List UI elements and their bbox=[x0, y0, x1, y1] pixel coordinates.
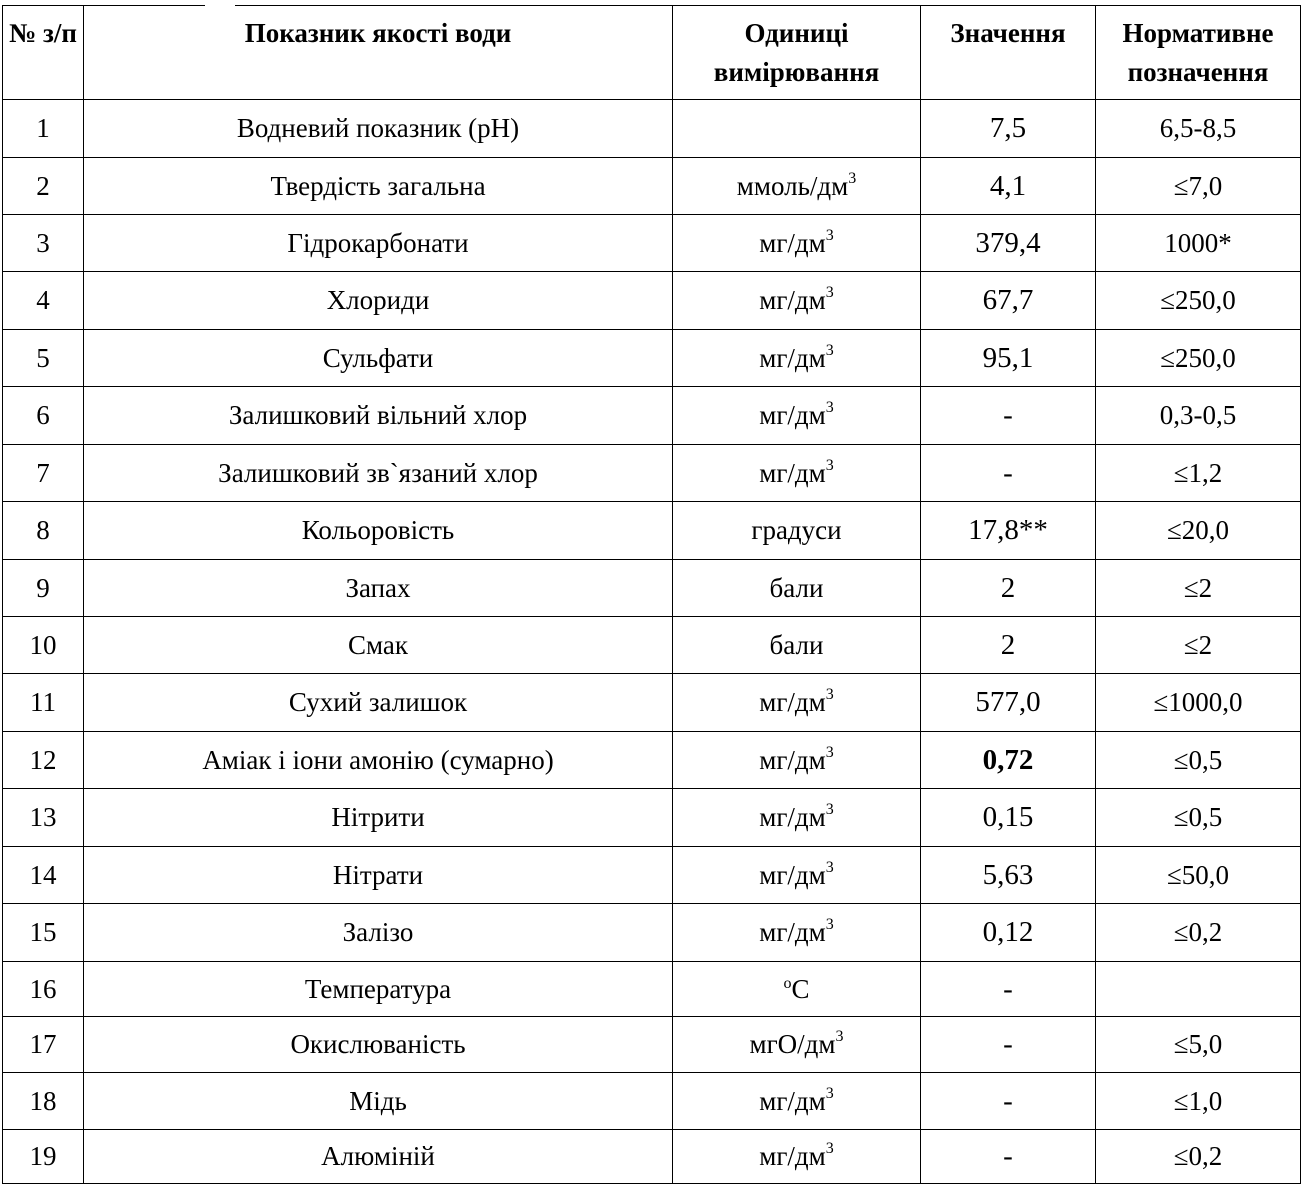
cell-unit bbox=[673, 387, 921, 445]
cell-unit bbox=[673, 100, 921, 158]
cell-indicator: Залишковий зв`язаний хлор bbox=[84, 445, 673, 502]
table-row bbox=[3, 1130, 1301, 1184]
unit-text: ммоль/дм bbox=[736, 170, 849, 201]
unit-superscript: 3 bbox=[825, 399, 834, 417]
cell-num: 6 bbox=[3, 387, 84, 445]
cell-value: 5,63 bbox=[921, 847, 1096, 904]
table-row bbox=[3, 272, 1301, 330]
cell-num: 4 bbox=[3, 272, 84, 330]
header-value: Значення bbox=[921, 6, 1096, 100]
cell-norm: ≤50,0 bbox=[1096, 847, 1301, 904]
unit-text: мг/дм bbox=[759, 802, 826, 833]
cell-unit bbox=[673, 445, 921, 502]
cell-unit bbox=[673, 158, 921, 215]
cell-norm: ≤0,2 bbox=[1096, 904, 1301, 962]
cell-num: 17 bbox=[3, 1017, 84, 1073]
unit-text: мг/дм bbox=[759, 342, 826, 373]
cell-unit bbox=[673, 1017, 921, 1073]
cell-indicator: Хлориди bbox=[84, 272, 673, 330]
unit-text: мг/дм bbox=[759, 457, 826, 488]
cell-norm: ≤2 bbox=[1096, 617, 1301, 674]
table-row bbox=[3, 387, 1301, 445]
table-row bbox=[3, 732, 1301, 789]
cell-indicator: Мідь bbox=[84, 1073, 673, 1130]
table-row bbox=[3, 330, 1301, 387]
cell-norm: ≤20,0 bbox=[1096, 502, 1301, 560]
cell-value: 379,4 bbox=[921, 215, 1096, 272]
unit-superscript: 3 bbox=[825, 686, 834, 704]
cell-unit bbox=[673, 272, 921, 330]
table-row bbox=[3, 215, 1301, 272]
table-row bbox=[3, 445, 1301, 502]
unit-superscript: 3 bbox=[825, 1140, 834, 1158]
unit-text: мг/дм bbox=[759, 1085, 826, 1116]
cell-norm bbox=[1096, 962, 1301, 1017]
cell-num: 5 bbox=[3, 330, 84, 387]
cell-indicator: Твердість загальна bbox=[84, 158, 673, 215]
cell-unit bbox=[673, 560, 921, 617]
cell-num: 10 bbox=[3, 617, 84, 674]
unit-text: мг/дм bbox=[759, 744, 826, 775]
cell-unit bbox=[673, 1130, 921, 1184]
cell-norm: ≤0,5 bbox=[1096, 789, 1301, 847]
unit-superscript: 3 bbox=[835, 1028, 844, 1046]
unit-superscript: 3 bbox=[825, 1084, 834, 1102]
unit-text: мг/дм bbox=[759, 1141, 826, 1172]
cell-value: - bbox=[921, 1130, 1096, 1184]
cell-indicator: Аміак і іони амонію (сумарно) bbox=[84, 732, 673, 789]
table-body bbox=[3, 100, 1301, 1184]
cell-unit bbox=[673, 962, 921, 1017]
cell-num: 1 bbox=[3, 100, 84, 158]
cell-indicator: Залізо bbox=[84, 904, 673, 962]
cell-num: 7 bbox=[3, 445, 84, 502]
cell-value: 2 bbox=[921, 617, 1096, 674]
table-row bbox=[3, 158, 1301, 215]
cell-norm: ≤1,2 bbox=[1096, 445, 1301, 502]
cell-num: 18 bbox=[3, 1073, 84, 1130]
unit-text: мг/дм bbox=[759, 687, 826, 718]
unit-text: мг/дм bbox=[759, 400, 826, 431]
unit-superscript: 3 bbox=[825, 743, 834, 761]
cell-num: 2 bbox=[3, 158, 84, 215]
water-quality-table bbox=[2, 5, 1301, 1184]
cell-norm: ≤1,0 bbox=[1096, 1073, 1301, 1130]
cell-indicator: Сульфати bbox=[84, 330, 673, 387]
cell-unit bbox=[673, 904, 921, 962]
cell-indicator: Кольоровість bbox=[84, 502, 673, 560]
unit-superscript: 3 bbox=[825, 916, 834, 934]
cell-num: 8 bbox=[3, 502, 84, 560]
cell-num: 15 bbox=[3, 904, 84, 962]
cell-norm: ≤0,5 bbox=[1096, 732, 1301, 789]
cell-value: - bbox=[921, 962, 1096, 1017]
cell-unit bbox=[673, 789, 921, 847]
header-norm: Нормативне позначення bbox=[1096, 6, 1301, 100]
cell-unit bbox=[673, 502, 921, 560]
cell-num: 19 bbox=[3, 1130, 84, 1184]
header-indicator: Показник якості води bbox=[84, 6, 673, 100]
bottom-edge-mask bbox=[704, 1186, 1304, 1192]
table-row bbox=[3, 560, 1301, 617]
unit-superscript: о bbox=[783, 974, 792, 992]
cell-indicator: Запах bbox=[84, 560, 673, 617]
cell-norm: ≤1000,0 bbox=[1096, 674, 1301, 732]
cell-value: 67,7 bbox=[921, 272, 1096, 330]
unit-text: мг/дм bbox=[759, 285, 826, 316]
cell-unit bbox=[673, 330, 921, 387]
cell-indicator: Сухий залишок bbox=[84, 674, 673, 732]
cell-num: 9 bbox=[3, 560, 84, 617]
cell-unit bbox=[673, 847, 921, 904]
unit-text: мг/дм bbox=[759, 917, 826, 948]
cell-indicator: Нітрити bbox=[84, 789, 673, 847]
cell-indicator: Водневий показник (pH) bbox=[84, 100, 673, 158]
unit-text: бали bbox=[769, 629, 824, 660]
cell-norm: ≤5,0 bbox=[1096, 1017, 1301, 1073]
cell-num: 11 bbox=[3, 674, 84, 732]
unit-superscript: 3 bbox=[848, 169, 857, 187]
cell-value: 4,1 bbox=[921, 158, 1096, 215]
table-row bbox=[3, 1073, 1301, 1130]
unit-text: мгО/дм bbox=[749, 1029, 836, 1060]
cell-unit bbox=[673, 617, 921, 674]
cell-unit bbox=[673, 732, 921, 789]
table-row bbox=[3, 617, 1301, 674]
cell-indicator: Залишковий вільний хлор bbox=[84, 387, 673, 445]
unit-superscript: 3 bbox=[825, 226, 834, 244]
unit-text: градуси bbox=[751, 515, 842, 546]
cell-value: 17,8** bbox=[921, 502, 1096, 560]
table-row bbox=[3, 1017, 1301, 1073]
unit-text: С bbox=[791, 973, 810, 1004]
table-row bbox=[3, 904, 1301, 962]
cell-norm: ≤7,0 bbox=[1096, 158, 1301, 215]
cell-num: 12 bbox=[3, 732, 84, 789]
table-row bbox=[3, 789, 1301, 847]
cell-value: 0,12 bbox=[921, 904, 1096, 962]
cell-value: - bbox=[921, 1073, 1096, 1130]
cell-value: 577,0 bbox=[921, 674, 1096, 732]
cell-value: - bbox=[921, 445, 1096, 502]
cell-value: 2 bbox=[921, 560, 1096, 617]
cell-norm: ≤250,0 bbox=[1096, 330, 1301, 387]
table-row bbox=[3, 674, 1301, 732]
table-row bbox=[3, 962, 1301, 1017]
cell-value: - bbox=[921, 387, 1096, 445]
cell-unit bbox=[673, 674, 921, 732]
header-units: Одиниці вимірювання bbox=[673, 6, 921, 100]
unit-superscript: 3 bbox=[825, 456, 834, 474]
cell-norm: ≤0,2 bbox=[1096, 1130, 1301, 1184]
cell-indicator: Смак bbox=[84, 617, 673, 674]
cell-norm: ≤2 bbox=[1096, 560, 1301, 617]
cell-num: 14 bbox=[3, 847, 84, 904]
cell-value: 0,15 bbox=[921, 789, 1096, 847]
cell-unit bbox=[673, 215, 921, 272]
table-row bbox=[3, 502, 1301, 560]
cell-norm: 1000* bbox=[1096, 215, 1301, 272]
unit-superscript: 3 bbox=[825, 858, 834, 876]
unit-text: бали bbox=[769, 572, 824, 603]
cell-indicator: Нітрати bbox=[84, 847, 673, 904]
header-num: № з/п bbox=[3, 6, 84, 100]
cell-norm: 6,5-8,5 bbox=[1096, 100, 1301, 158]
cell-value: 0,72 bbox=[921, 732, 1096, 789]
top-edge-mask bbox=[205, 0, 235, 6]
cell-indicator: Алюміній bbox=[84, 1130, 673, 1184]
cell-num: 13 bbox=[3, 789, 84, 847]
unit-superscript: 3 bbox=[825, 284, 834, 302]
cell-value: 7,5 bbox=[921, 100, 1096, 158]
table-row bbox=[3, 847, 1301, 904]
cell-value: - bbox=[921, 1017, 1096, 1073]
cell-value: 95,1 bbox=[921, 330, 1096, 387]
unit-text: мг/дм bbox=[759, 227, 826, 258]
unit-text: мг/дм bbox=[759, 859, 826, 890]
cell-num: 16 bbox=[3, 962, 84, 1017]
unit-superscript: 3 bbox=[825, 801, 834, 819]
cell-indicator: Окислюваність bbox=[84, 1017, 673, 1073]
table-header-row bbox=[3, 6, 1301, 100]
cell-indicator: Гідрокарбонати bbox=[84, 215, 673, 272]
cell-indicator: Температура bbox=[84, 962, 673, 1017]
cell-unit bbox=[673, 1073, 921, 1130]
cell-num: 3 bbox=[3, 215, 84, 272]
cell-norm: 0,3-0,5 bbox=[1096, 387, 1301, 445]
table-row bbox=[3, 100, 1301, 158]
cell-norm: ≤250,0 bbox=[1096, 272, 1301, 330]
unit-superscript: 3 bbox=[825, 341, 834, 359]
